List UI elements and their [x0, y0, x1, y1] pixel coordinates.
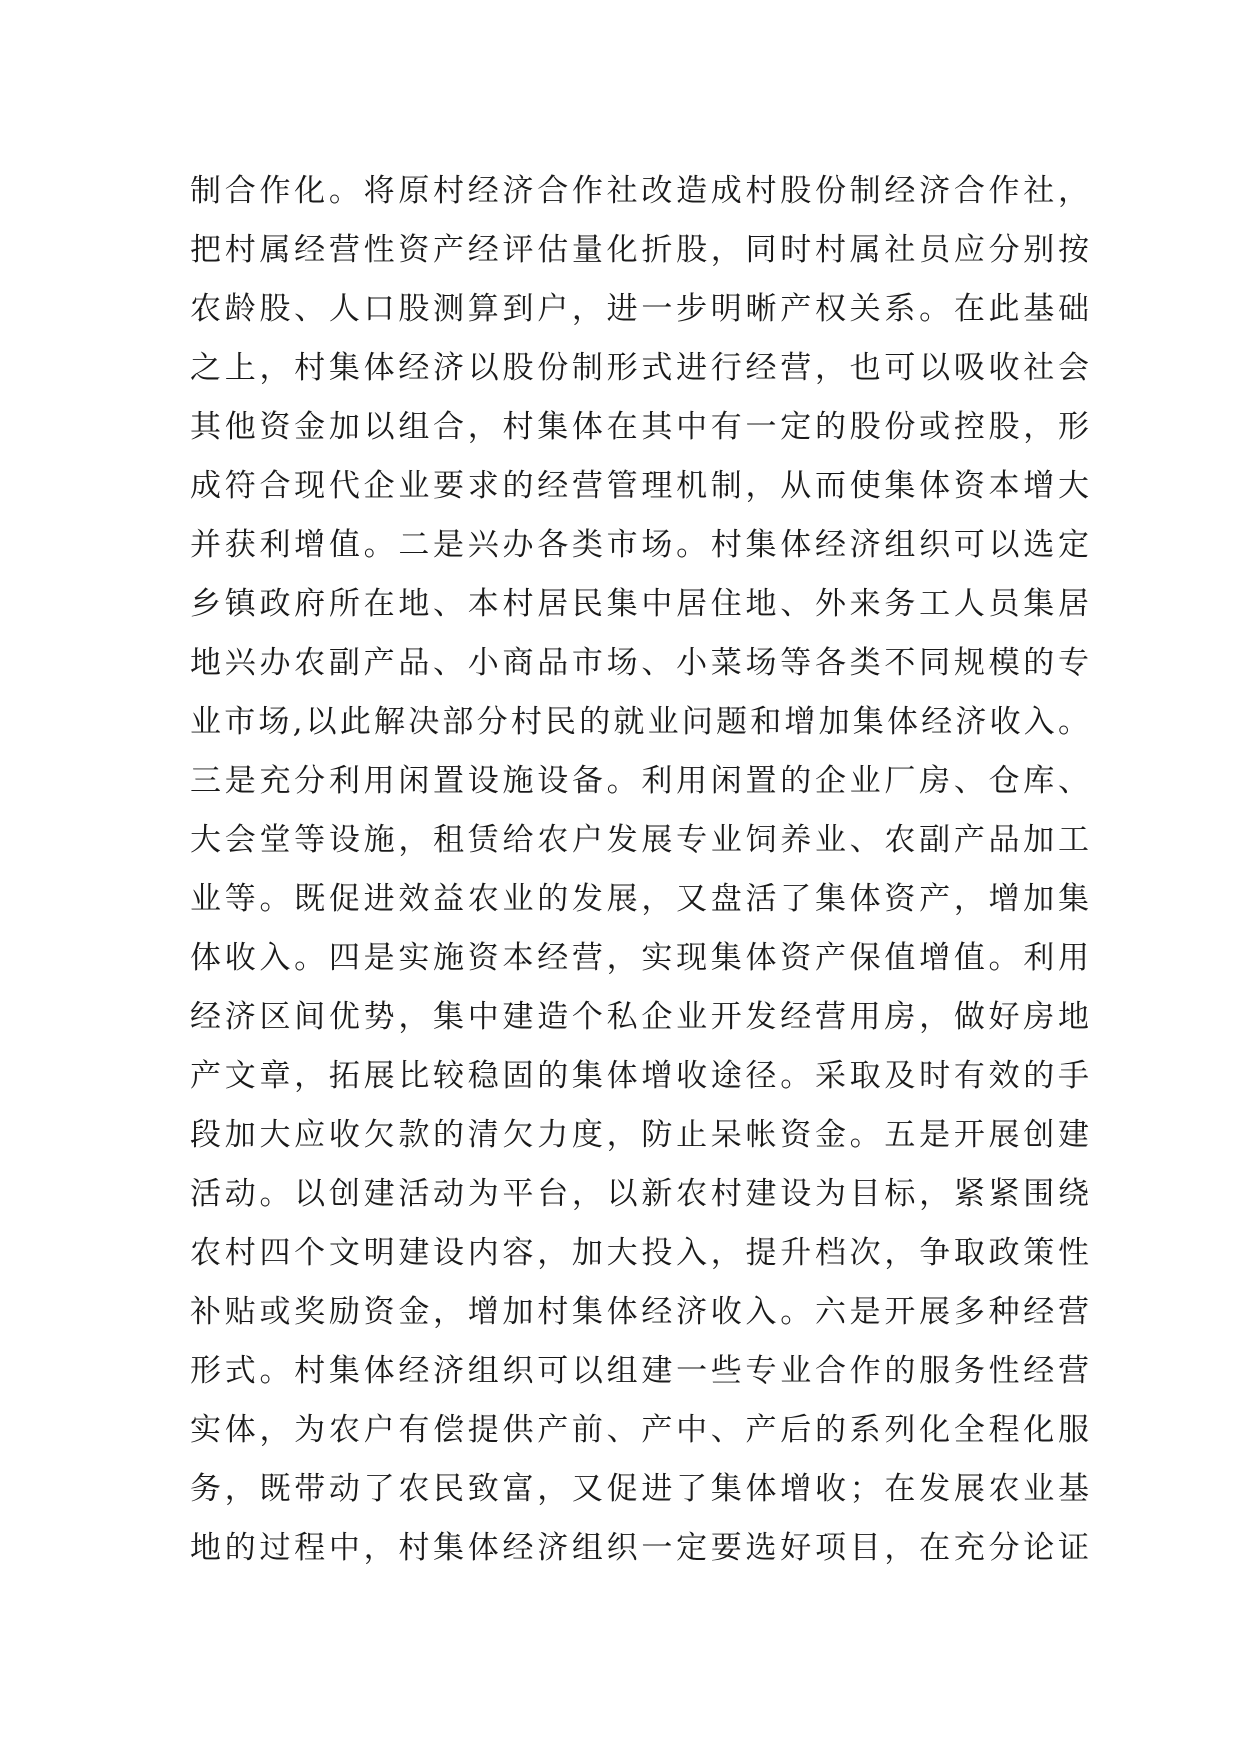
text-line: 农村四个文明建设内容，加大投入，提升档次，争取政策性 [190, 1235, 1090, 1271]
text-line: 地的过程中，村集体经济组织一定要选好项目，在充分论证 [190, 1530, 1090, 1566]
text-line: 体收入。四是实施资本经营，实现集体资产保值增值。利用 [190, 940, 1090, 976]
text-line: 并获利增值。二是兴办各类市场。村集体经济组织可以选定 [190, 527, 1090, 563]
text-line: 地兴办农副产品、小商品市场、小菜场等各类不同规模的专 [190, 645, 1090, 681]
text-line: 把村属经营性资产经评估量化折股，同时村属社员应分别按 [190, 232, 1090, 268]
text-line: 之上，村集体经济以股份制形式进行经营，也可以吸收社会 [190, 350, 1090, 386]
text-line: 形式。村集体经济组织可以组建一些专业合作的服务性经营 [190, 1353, 1090, 1389]
text-line: 产文章，拓展比较稳固的集体增收途径。采取及时有效的手 [190, 1058, 1090, 1094]
text-line: 业市场,以此解决部分村民的就业问题和增加集体经济收入。 [190, 704, 1090, 740]
text-line: 制合作化。将原村经济合作社改造成村股份制经济合作社， [190, 173, 1090, 209]
text-line: 大会堂等设施，租赁给农户发展专业饲养业、农副产品加工 [190, 822, 1090, 858]
text-line: 活动。以创建活动为平台，以新农村建设为目标，紧紧围绕 [190, 1176, 1090, 1212]
body-text [190, 162, 1090, 1578]
text-line: 其他资金加以组合，村集体在其中有一定的股份或控股，形 [190, 409, 1090, 445]
text-line: 经济区间优势，集中建造个私企业开发经营用房，做好房地 [190, 999, 1090, 1035]
text-line: 业等。既促进效益农业的发展，又盘活了集体资产，增加集 [190, 881, 1090, 917]
text-line: 农龄股、人口股测算到户，进一步明晰产权关系。在此基础 [190, 291, 1090, 327]
text-line: 段加大应收欠款的清欠力度，防止呆帐资金。五是开展创建 [190, 1117, 1090, 1153]
text-line: 补贴或奖励资金，增加村集体经济收入。六是开展多种经营 [190, 1294, 1090, 1330]
text-line: 乡镇政府所在地、本村居民集中居住地、外来务工人员集居 [190, 586, 1090, 622]
text-line: 实体，为农户有偿提供产前、产中、产后的系列化全程化服 [190, 1412, 1090, 1448]
text-line: 务，既带动了农民致富，又促进了集体增收；在发展农业基 [190, 1471, 1090, 1507]
text-line: 三是充分利用闲置设施设备。利用闲置的企业厂房、仓库、 [190, 763, 1090, 799]
text-line: 成符合现代企业要求的经营管理机制，从而使集体资本增大 [190, 468, 1090, 504]
